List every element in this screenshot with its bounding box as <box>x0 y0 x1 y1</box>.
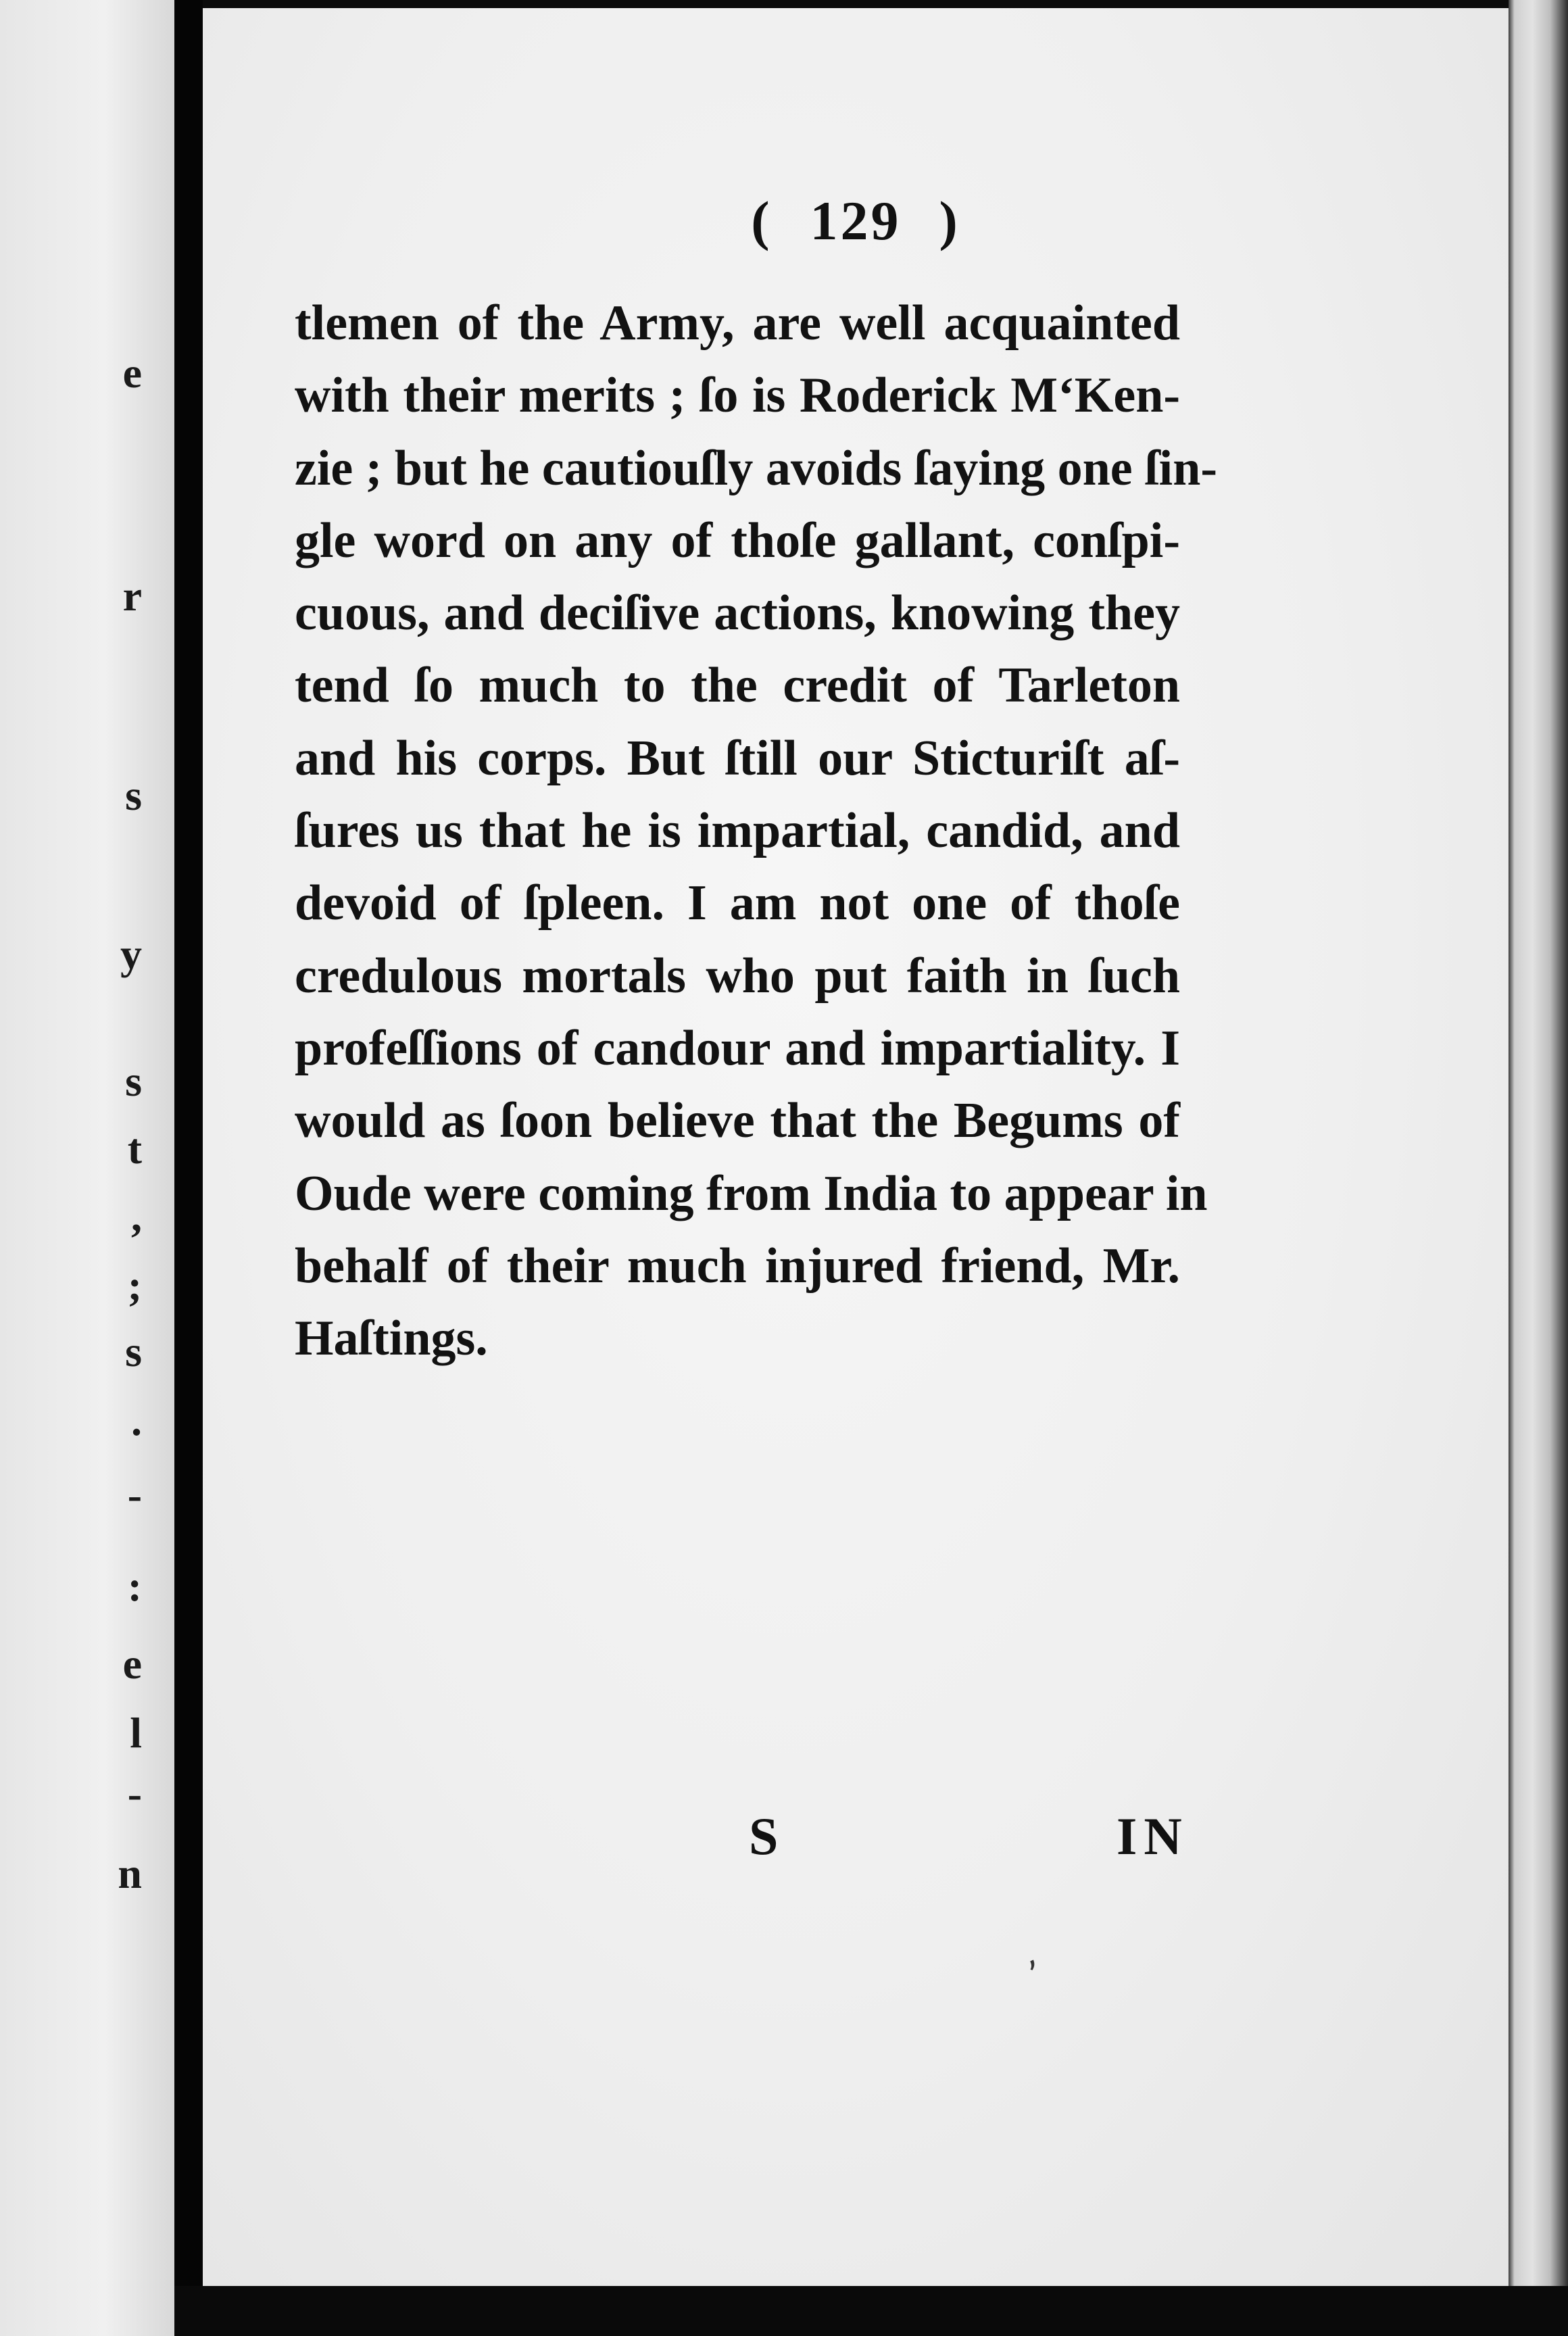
page-number-value: 129 <box>810 190 902 251</box>
text-line: gle word on any of thoſe gallant, conſpi- <box>295 512 1180 568</box>
page-number-open-paren: ( <box>751 190 773 251</box>
left-page-fragment: . <box>131 1396 142 1444</box>
body-text <box>295 287 1218 1375</box>
text-line: cuous, and deciſive actions, knowing they <box>295 585 1180 641</box>
left-page-fragment: ; <box>127 1261 142 1309</box>
left-page-fragment: e <box>122 1640 142 1688</box>
left-page-fragment: y <box>120 930 142 978</box>
catchword: IN <box>1117 1807 1189 1866</box>
page-number-close-paren: ) <box>939 190 960 251</box>
left-page-fragment: n <box>118 1849 142 1897</box>
text-line: profeſſions of candour and impartiality. I <box>295 1020 1180 1076</box>
text-line: zie ; but he cautiouſly avoids ſaying one ſin- <box>295 440 1218 496</box>
left-page-fragment: s <box>125 771 142 819</box>
left-page-fragment: - <box>127 1471 142 1519</box>
left-page-fragment: r <box>122 572 142 620</box>
signature-mark: S <box>749 1807 785 1866</box>
left-page-fragment: s <box>125 1328 142 1376</box>
text-line: devoid of ſpleen. I am not one of thoſe <box>295 875 1180 931</box>
text-line: Oude were coming from India to appear in <box>295 1165 1208 1221</box>
left-page-fragment: : <box>127 1562 142 1610</box>
text-line: tlemen of the Army, are well acquainted <box>295 295 1180 351</box>
text-line: tend ſo much to the credit of Tarleton <box>295 658 1180 714</box>
left-page-fragment: s <box>125 1057 142 1105</box>
text-line: Haſtings. <box>295 1311 488 1367</box>
text-line: with their merits ; ſo is Roderick M‘Ken- <box>295 368 1180 424</box>
left-page-fragment: - <box>127 1770 142 1818</box>
text-line: behalf of their much injured friend, Mr. <box>295 1238 1180 1294</box>
left-page-fragment: , <box>131 1192 142 1240</box>
ink-speck: , <box>1013 1931 1042 1975</box>
left-page-fragment: l <box>130 1709 142 1757</box>
text-line: credulous mortals who put faith in ſuch <box>295 948 1180 1004</box>
page-number <box>203 189 1509 253</box>
book-gutter <box>174 0 203 2336</box>
left-page-fragment: e <box>122 349 142 397</box>
text-line: ſures us that he is impartial, candid, and <box>295 803 1180 859</box>
text-line: would as ſoon believe that the Begums of <box>295 1093 1180 1149</box>
adjacent-page-left <box>0 0 174 2336</box>
left-page-fragment: t <box>127 1125 142 1173</box>
scan-border <box>174 2286 1568 2336</box>
page-edge <box>1509 0 1568 2336</box>
text-line: and his corps. But ſtill our Sticturiſt aſ- <box>295 730 1180 786</box>
